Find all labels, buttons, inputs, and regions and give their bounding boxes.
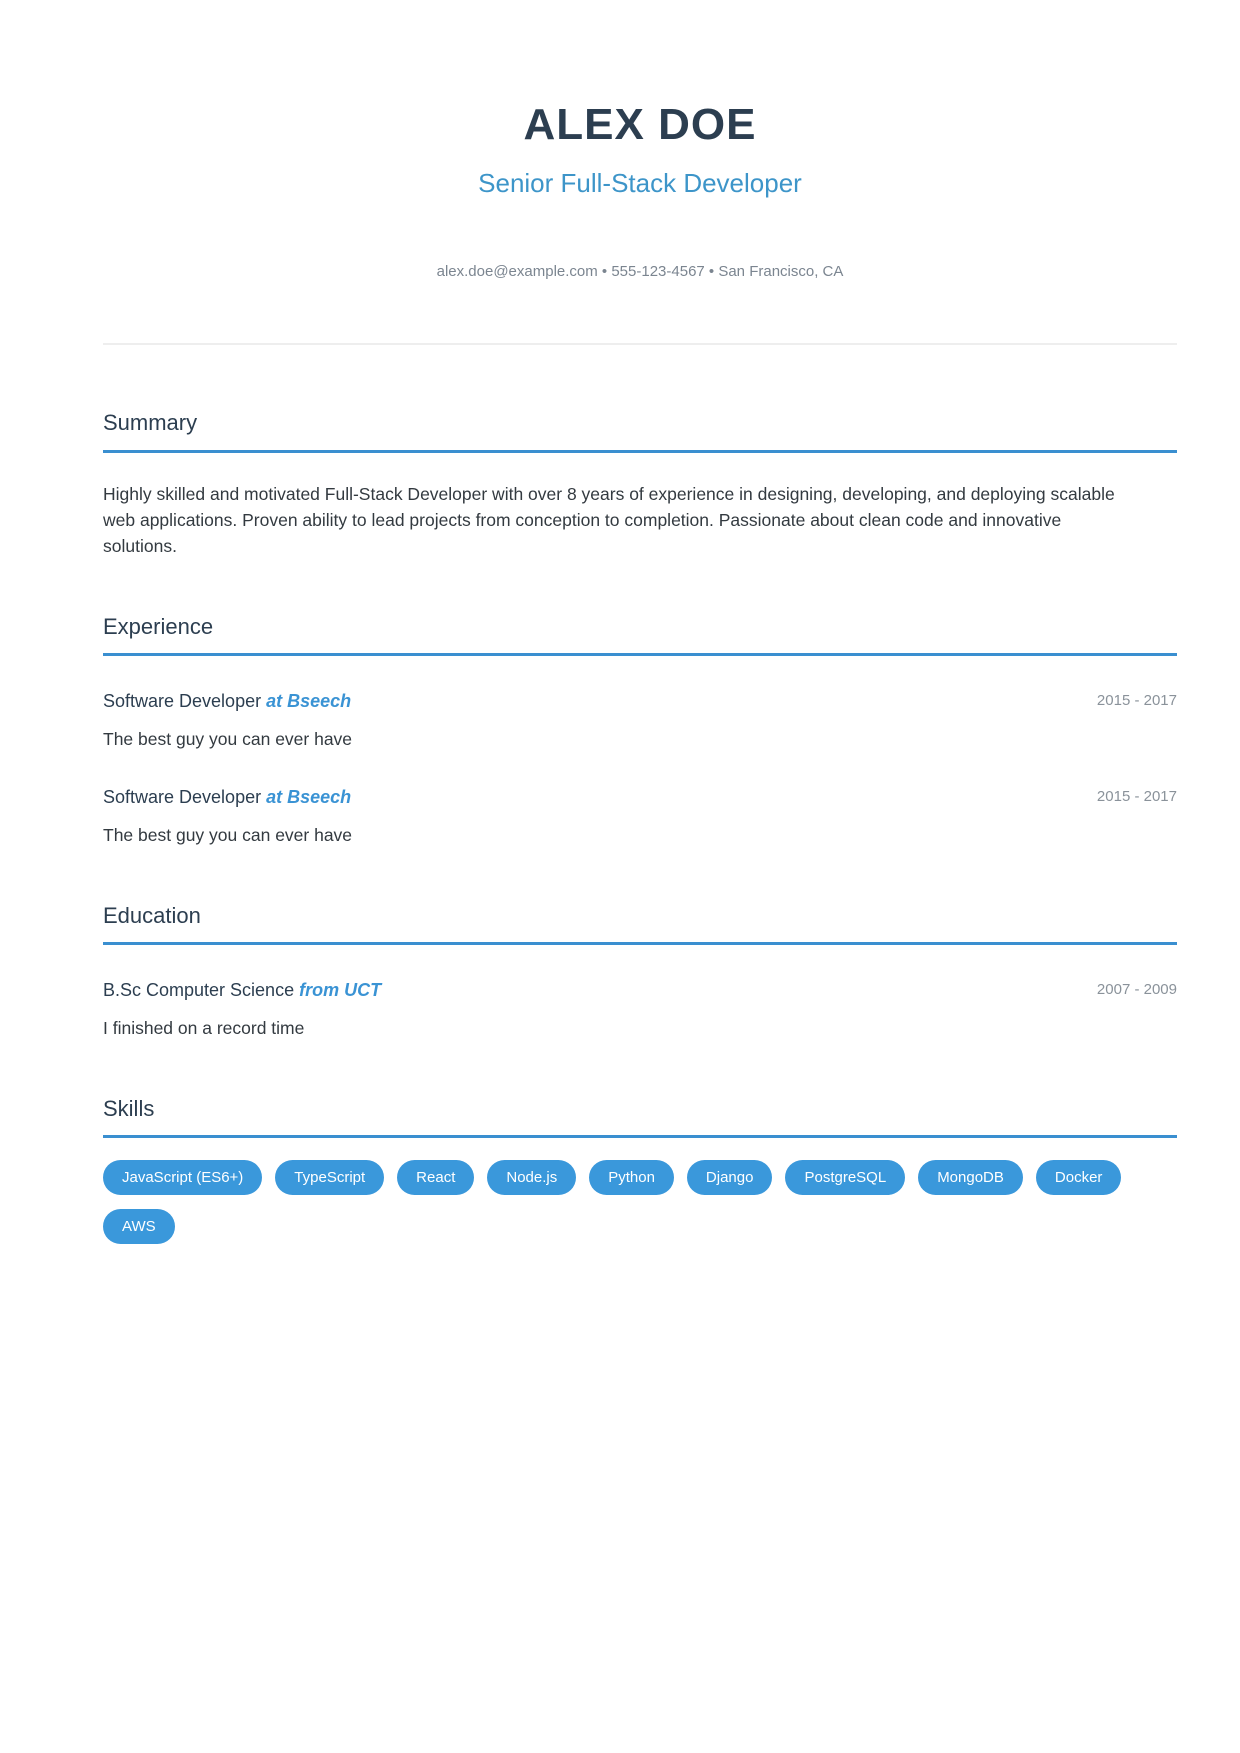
section-rule-education xyxy=(103,942,1177,945)
header-divider xyxy=(103,343,1177,345)
summary-line-1: Highly skilled and motivated Full-Stack Developer with over 8 years of experience in designing, developing, and deploying scalable xyxy=(103,484,1115,504)
education-description: I finished on a record time xyxy=(103,1018,305,1038)
contact-info: alex.doe@example.com • 555-123-4567 • San Francisco, CA xyxy=(436,263,844,280)
section-rule-experience xyxy=(103,653,1177,656)
skill-tag: MongoDB xyxy=(918,1160,1023,1195)
experience-role: Software Developer xyxy=(103,787,262,807)
skill-tag: React xyxy=(397,1160,474,1195)
skill-tag: Python xyxy=(589,1160,674,1195)
experience-company: at Bseech xyxy=(266,691,352,711)
skill-tag: TypeScript xyxy=(275,1160,384,1195)
skill-tag: JavaScript (ES6+) xyxy=(103,1160,262,1195)
experience-dates: 2015 - 2017 xyxy=(1096,788,1177,805)
experience-dates: 2015 - 2017 xyxy=(1096,692,1177,709)
skill-tag: Django xyxy=(687,1160,773,1195)
summary-line-3: solutions. xyxy=(103,536,177,556)
education-dates: 2007 - 2009 xyxy=(1096,981,1177,998)
summary-line-2: web applications. Proven ability to lead projects from conception to completion. Passionate about clean code and innovative xyxy=(103,510,1062,530)
skill-tag: Docker xyxy=(1036,1160,1122,1195)
skill-tag: PostgreSQL xyxy=(785,1160,905,1195)
experience-role: Software Developer xyxy=(103,691,262,711)
education-degree: B.Sc Computer Science xyxy=(103,980,295,1000)
section-rule-summary xyxy=(103,450,1177,453)
skill-tag: Node.js xyxy=(487,1160,576,1195)
education-institution: from UCT xyxy=(299,980,382,1000)
experience-company: at Bseech xyxy=(266,787,352,807)
section-rule-skills xyxy=(103,1135,1177,1138)
experience-description: The best guy you can ever have xyxy=(103,729,353,749)
section-heading-experience: Experience xyxy=(103,614,214,639)
section-heading-summary: Summary xyxy=(103,410,198,435)
candidate-name: ALEX DOE xyxy=(523,100,757,149)
skill-tag: AWS xyxy=(103,1209,175,1244)
experience-description: The best guy you can ever have xyxy=(103,825,353,845)
skills-list xyxy=(103,1160,1177,1244)
section-heading-education: Education xyxy=(103,903,201,928)
education-entry-title xyxy=(103,977,381,1003)
section-heading-skills: Skills xyxy=(103,1096,155,1121)
experience-entry-title xyxy=(103,688,351,714)
job-title: Senior Full-Stack Developer xyxy=(478,168,802,198)
experience-entry-title xyxy=(103,784,351,810)
